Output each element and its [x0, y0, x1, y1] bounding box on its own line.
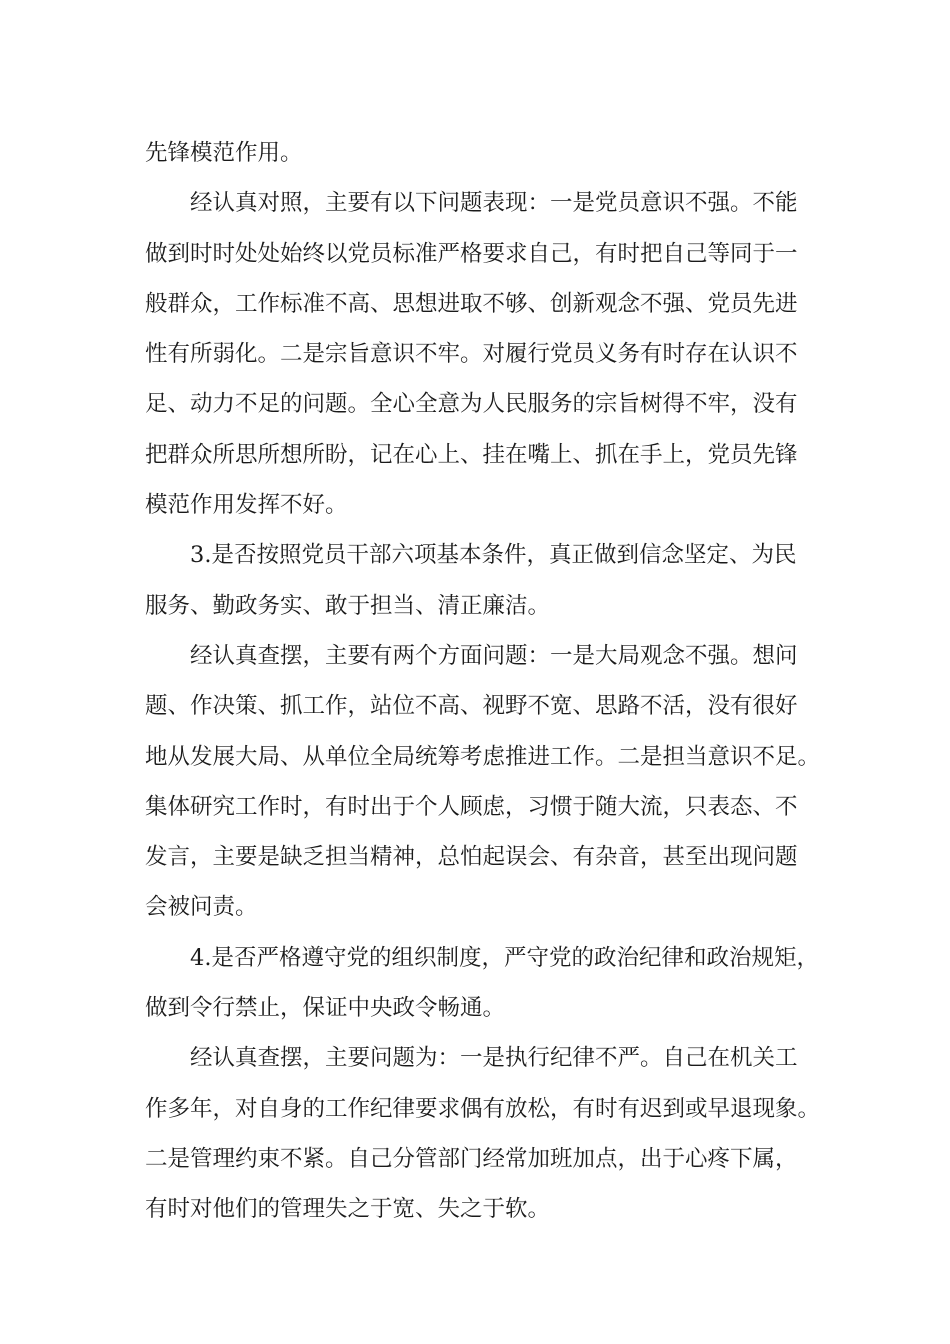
text-line: 3.是否按照党员干部六项基本条件，真正做到信念坚定、为民: [190, 542, 797, 569]
text-line: 般群众，工作标准不高、思想进取不够、创新观念不强、党员先进: [145, 290, 798, 317]
text-line: 二是管理约束不紧。自己分管部门经常加班加点，出于心疼下属，: [145, 1145, 798, 1172]
text-line: 先锋模范作用。: [145, 140, 303, 166]
text-line: 模范作用发挥不好。: [145, 492, 348, 519]
text-line: 发言，主要是缺乏担当精神，总怕起误会、有杂音，甚至出现问题: [145, 844, 798, 871]
text-line: 集体研究工作时，有时出于个人顾虑，习惯于随大流，只表态、不: [145, 793, 798, 820]
text-line: 经认真查摆，主要有两个方面问题：一是大局观念不强。想问: [190, 642, 798, 669]
text-line: 性有所弱化。二是宗旨意识不牢。对履行党员义务有时存在认识不: [145, 341, 798, 368]
text-line: 做到令行禁止，保证中央政令畅通。: [145, 995, 506, 1022]
text-line: 会被问责。: [145, 894, 258, 921]
text-line: 有时对他们的管理失之于宽、失之于软。: [145, 1196, 551, 1223]
text-line: 经认真查摆，主要问题为：一是执行纪律不严。自己在机关工: [190, 1045, 798, 1072]
text-line: 题、作决策、抓工作，站位不高、视野不宽、思路不活，没有很好: [145, 693, 798, 720]
text-line: 把群众所思所想所盼，记在心上、挂在嘴上、抓在手上，党员先锋: [145, 441, 798, 468]
text-line: 足、动力不足的问题。全心全意为人民服务的宗旨树得不牢，没有: [145, 391, 798, 418]
body-text: [145, 128, 821, 1235]
text-line: 4.是否严格遵守党的组织制度，严守党的政治纪律和政治规矩，: [190, 944, 819, 971]
text-line: 经认真对照，主要有以下问题表现：一是党员意识不强。不能: [190, 190, 798, 217]
text-line: 做到时时处处始终以党员标准严格要求自己，有时把自己等同于一: [145, 240, 798, 267]
text-line: 作多年，对自身的工作纪律要求偶有放松，有时有迟到或早退现象。: [145, 1095, 821, 1122]
text-line: 地从发展大局、从单位全局统筹考虑推进工作。二是担当意识不足。: [145, 743, 821, 770]
text-line: 服务、勤政务实、敢于担当、清正廉洁。: [145, 592, 551, 619]
